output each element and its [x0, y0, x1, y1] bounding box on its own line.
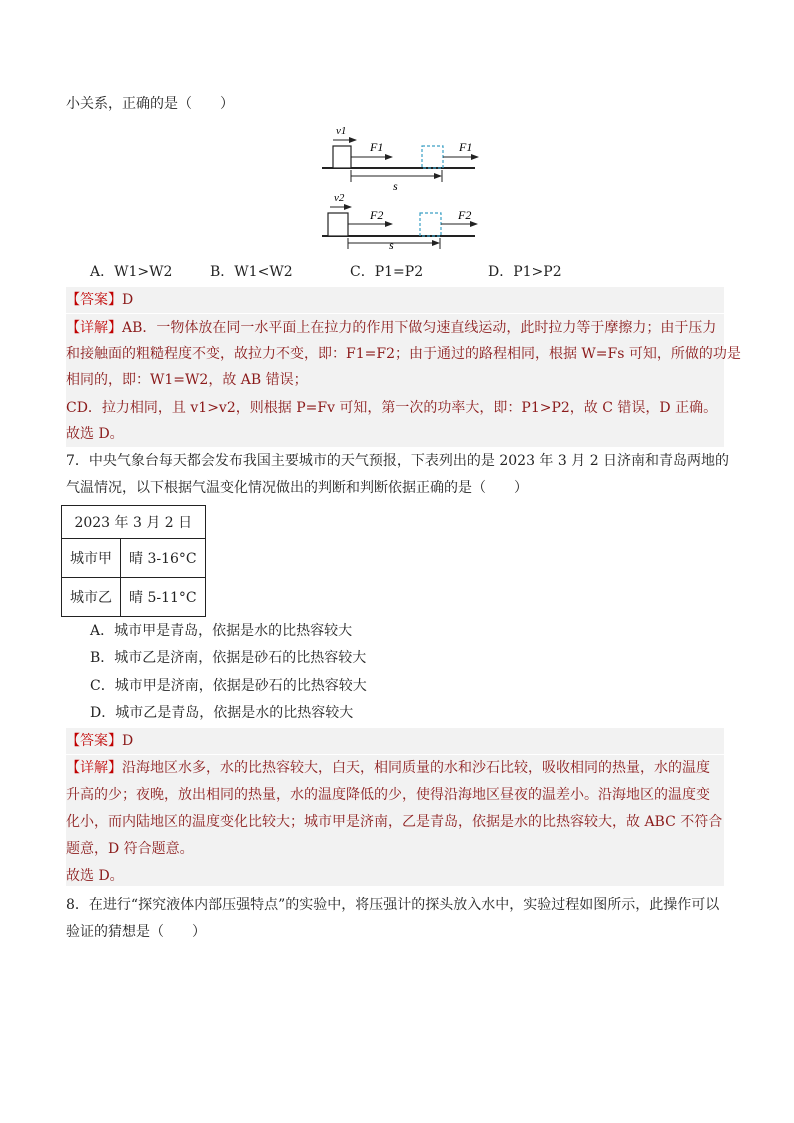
- table-cell-weather: 晴 5-11°C: [121, 578, 206, 617]
- s-label-2: s: [389, 238, 394, 250]
- detail-tag: 【详解】: [66, 760, 122, 776]
- table-row: [62, 578, 206, 617]
- q6-option-a: A．W1>W2: [90, 264, 173, 280]
- table-row: [62, 539, 206, 578]
- F2-label-b: F2: [458, 208, 472, 222]
- v1-label: v1: [336, 125, 347, 137]
- block-1-end: [422, 146, 443, 168]
- answer-tag: 【答案】: [66, 733, 122, 749]
- F1-label-b: F1: [459, 140, 473, 154]
- table-cell-city: 城市甲: [62, 539, 121, 578]
- q7-option-d: D．城市乙是青岛，依据是水的比热容较大: [90, 705, 354, 721]
- answer-value: D: [122, 292, 134, 308]
- q7-detail-line-2: 升高的少；夜晚，放出相同的热量，水的温度降低的少，使得沿海地区昼夜的温差小。沿海地区的温度变: [66, 787, 710, 803]
- answer-value: D: [122, 733, 134, 749]
- q8-stem-line-1: 8．在进行“探究液体内部压强特点”的实验中，将压强计的探头放入水中，实验过程如图所示，此操作可以: [66, 897, 720, 913]
- table-header: 2023 年 3 月 2 日: [62, 506, 206, 539]
- q6-answer-bg: [66, 287, 724, 313]
- q6-option-c: C．P1=P2: [350, 264, 424, 280]
- q7-detail-line-4: 题意，D 符合题意。: [66, 841, 194, 857]
- v2-label: v2: [334, 192, 345, 204]
- q7-stem-line-1: 7．中央气象台每天都会发布我国主要城市的天气预报，下表列出的是 2023 年 3 月 2 日济南和青岛两地的: [66, 453, 730, 469]
- q7-option-a: A．城市甲是青岛，依据是水的比热容较大: [90, 623, 353, 639]
- detail-tag: 【详解】: [66, 320, 122, 336]
- block-2-end: [420, 213, 441, 236]
- q7-weather-table: [61, 505, 206, 617]
- q7-stem-line-2: 气温情况，以下根据气温变化情况做出的判断和判断依据正确的是（ ）: [66, 480, 528, 496]
- q7-detail-line-1: 【详解】沿海地区水多，水的比热容较大，白天，相同质量的水和沙石比较，吸收相同的热量，水的温度: [66, 760, 710, 776]
- q6-detail-line-3: 相同的，即：W1=W2，故 AB 错误；: [66, 372, 308, 388]
- q6-detail-line-2: 和接触面的粗糙程度不变，故拉力不变，即：F1=F2；由于通过的路程相同，根据 W=Fs 可知，所做的功是: [66, 346, 741, 362]
- q7-answer: [66, 731, 133, 751]
- F2-label-a: F2: [370, 208, 384, 222]
- q6-stem-tail: 小关系，正确的是（ ）: [66, 96, 234, 112]
- q6-detail-line-1: 【详解】AB．一物体放在同一水平面上在拉力的作用下做匀速直线运动，此时拉力等于摩擦力；由于压力: [66, 320, 717, 336]
- table-cell-weather: 晴 3-16°C: [121, 539, 206, 578]
- q6-option-d: D．P1>P2: [488, 264, 562, 280]
- s-label-1: s: [393, 179, 398, 193]
- q7-option-b: B．城市乙是济南，依据是砂石的比热容较大: [90, 650, 367, 666]
- q6-answer: [66, 290, 133, 310]
- F1-label-a: F1: [370, 140, 384, 154]
- table-cell-city: 城市乙: [62, 578, 121, 617]
- q6-detail-line-4: CD．拉力相同，且 v1>v2，则根据 P=Fv 可知，第一次的功率大，即：P1>P2，故 C 错误，D 正确。: [66, 400, 718, 416]
- q7-option-c: C．城市甲是济南，依据是砂石的比热容较大: [90, 678, 367, 694]
- q8-stem-line-2: 验证的猜想是（ ）: [66, 924, 206, 940]
- q6-option-b: B．W1<W2: [210, 264, 293, 280]
- q7-detail-line-5: 故选 D。: [66, 868, 124, 884]
- block-2-start: [328, 213, 348, 236]
- block-1-start: [333, 146, 351, 168]
- q6-force-figure: [0, 0, 794, 250]
- q7-answer-bg: [66, 728, 724, 754]
- answer-tag: 【答案】: [66, 292, 122, 308]
- q7-detail-line-3: 化小，而内陆地区的温度变化比较大；城市甲是济南，乙是青岛，依据是水的比热容较大，故 ABC 不符合: [66, 814, 723, 830]
- q6-detail-line-5: 故选 D。: [66, 426, 124, 442]
